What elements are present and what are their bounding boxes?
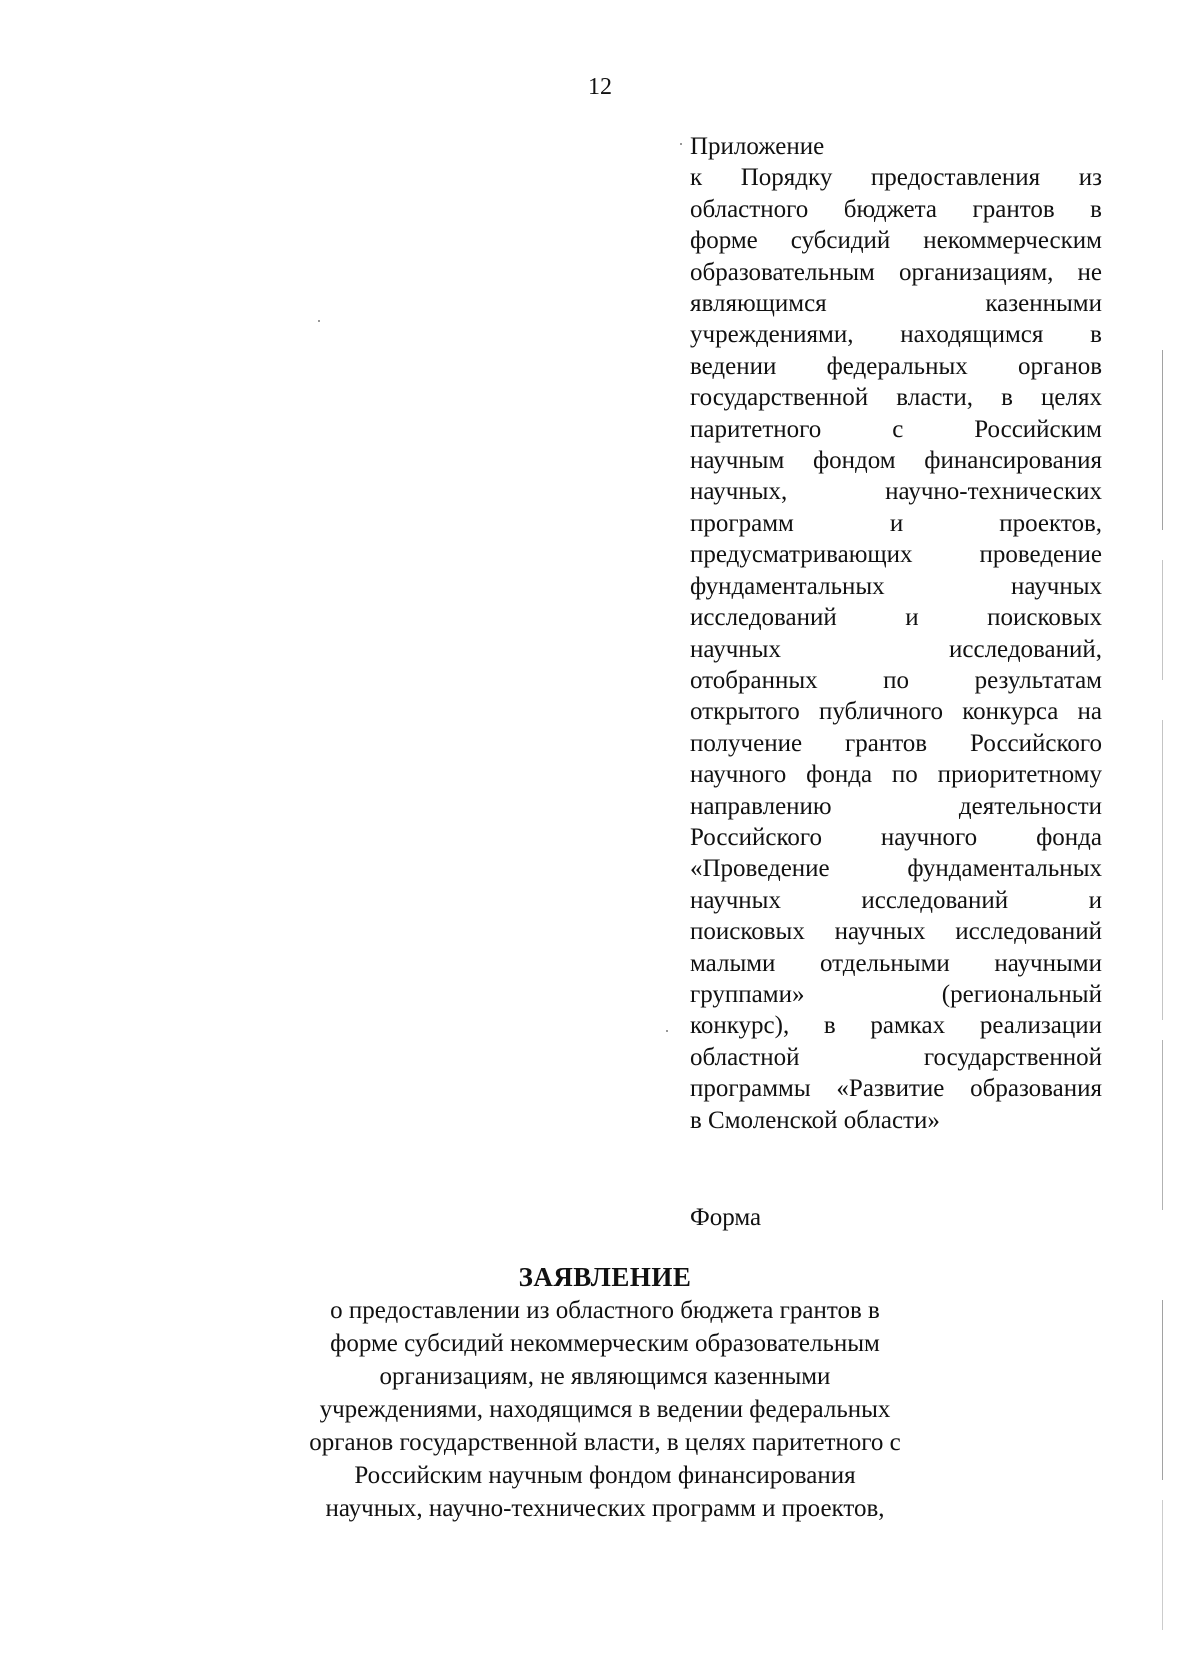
scan-margin-line	[1162, 1500, 1163, 1630]
annex-line: программы «Развитие образования	[690, 1075, 1102, 1103]
annex-line: группами» (региональный	[690, 980, 1102, 1008]
annex-line: программ и проектов,	[690, 509, 1102, 537]
annex-line: учреждениями, находящимся в	[690, 321, 1102, 349]
annex-line: Российского научного фонда	[690, 823, 1102, 851]
annex-line: фундаментальных научных	[690, 572, 1102, 600]
statement-line: о предоставлении из областного бюджета грантов в	[330, 1297, 880, 1324]
annex-line: исследований и поисковых	[690, 604, 1102, 632]
annex-line: паритетного с Российским	[690, 415, 1102, 443]
annex-line: научного фонда по приоритетному	[690, 761, 1102, 789]
annex-line: форме субсидий некоммерческим	[690, 227, 1102, 255]
statement-line: научных, научно-технических программ и проектов,	[325, 1495, 885, 1522]
annex-line-heading: Приложение	[690, 133, 825, 160]
annex-line: малыми отдельными научными	[690, 949, 1102, 977]
annex-line: научных исследований,	[690, 635, 1102, 663]
page-number: 12	[588, 74, 612, 100]
annex-line: поисковых научных исследований	[690, 918, 1102, 946]
statement-line: форме субсидий некоммерческим образовательным	[330, 1330, 880, 1357]
annex-line: направлению деятельности	[690, 792, 1102, 820]
annex-line: открытого публичного конкурса на	[690, 698, 1102, 726]
annex-line: ведении федеральных органов	[690, 352, 1102, 380]
annex-line: конкурс), в рамках реализации	[690, 1012, 1102, 1040]
statement-title: ЗАЯВЛЕНИЕ	[518, 1262, 692, 1292]
scan-speck	[318, 320, 320, 322]
annex-line: научных, научно-технических	[690, 478, 1102, 506]
scan-speck	[666, 1030, 668, 1032]
annex-line: к Порядку предоставления из	[690, 164, 1102, 192]
annex-line: являющимся казенными	[690, 290, 1102, 318]
annex-line: получение грантов Российского	[690, 729, 1102, 757]
annex-line: образовательным организациям, не	[690, 258, 1102, 286]
scan-speck	[680, 143, 682, 145]
annex-line: научным фондом финансирования	[690, 447, 1102, 475]
annex-line: отобранных по результатам	[690, 666, 1102, 694]
annex-line: государственной власти, в целях	[690, 384, 1102, 412]
annex-line: «Проведение фундаментальных	[690, 855, 1102, 883]
statement-line: Российским научным фондом финансирования	[354, 1462, 856, 1489]
statement-line: учреждениями, находящимся в ведении федеральных	[319, 1396, 891, 1423]
form-label: Форма	[690, 1204, 762, 1231]
scan-margin-line	[1162, 560, 1163, 680]
scan-margin-line	[1162, 720, 1163, 1020]
annex-line: областной государственной	[690, 1043, 1102, 1071]
annex-line: предусматривающих проведение	[690, 541, 1102, 569]
annex-line: научных исследований и	[690, 886, 1102, 914]
scan-margin-line	[1162, 1300, 1163, 1480]
statement-line: органов государственной власти, в целях паритетного с	[309, 1429, 901, 1456]
scan-margin-line	[1162, 1040, 1163, 1210]
annex-block	[690, 131, 1102, 1136]
annex-line: областного бюджета грантов в	[690, 195, 1102, 223]
statement-line: организациям, не являющимся казенными	[379, 1363, 831, 1390]
annex-line-last: в Смоленской области»	[690, 1106, 940, 1134]
scan-margin-line	[1162, 350, 1163, 530]
statement-block	[230, 1260, 980, 1525]
